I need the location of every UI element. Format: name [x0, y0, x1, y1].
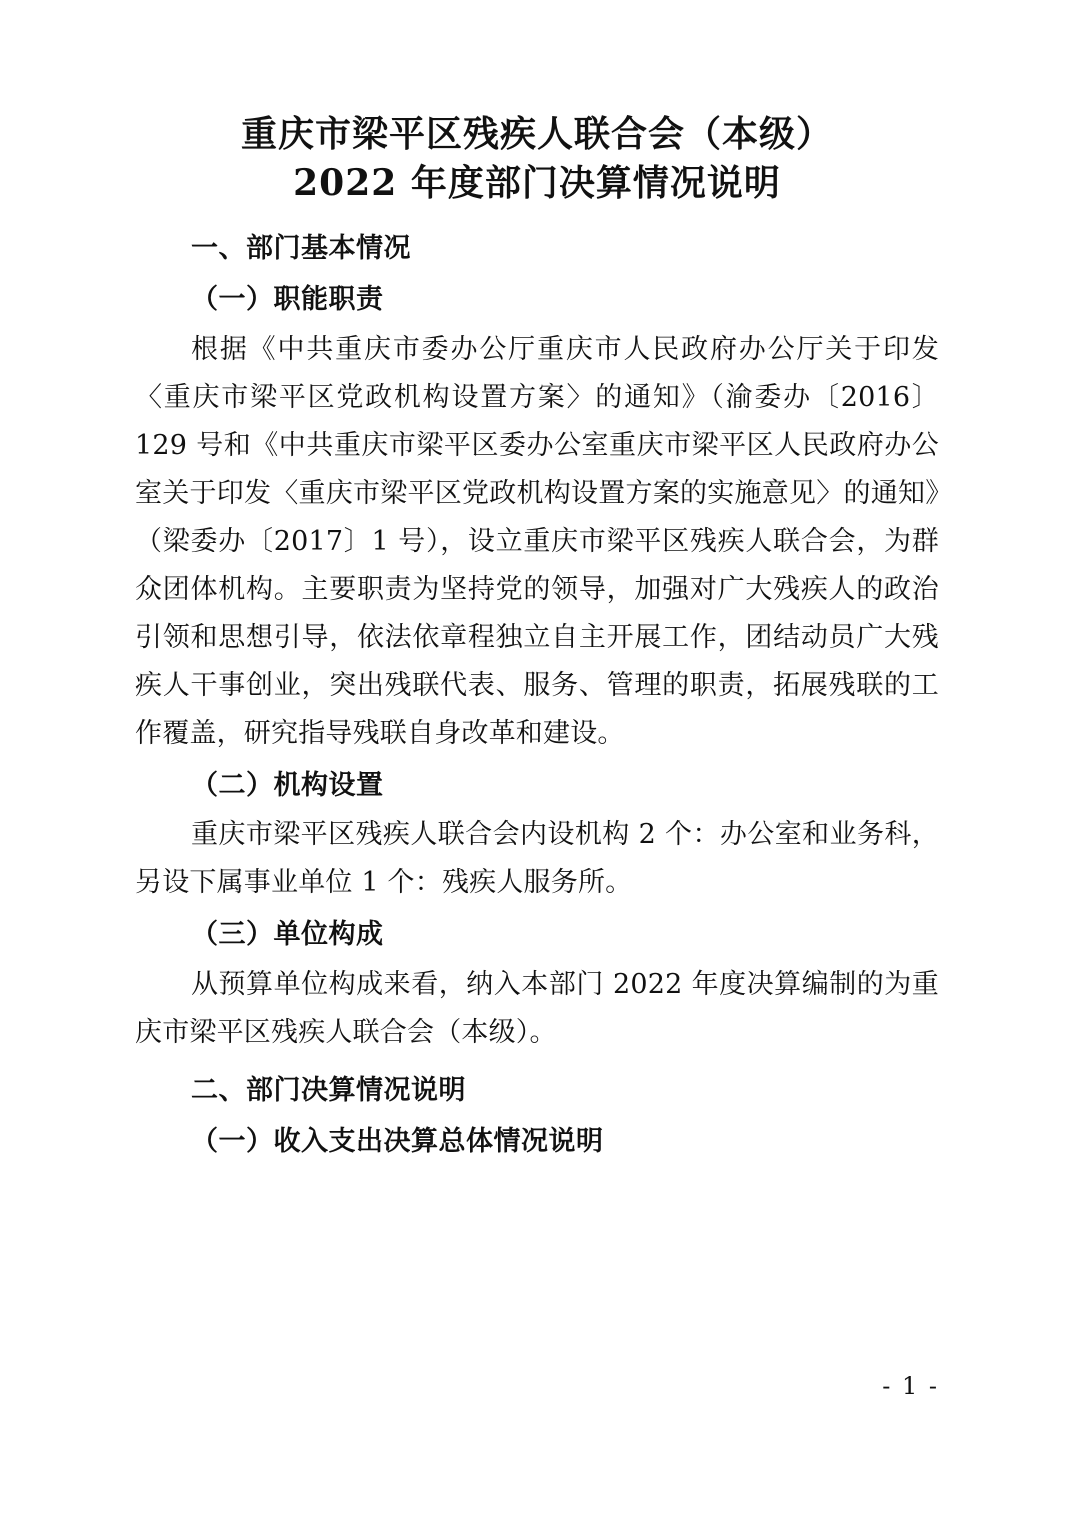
title-line-2: 2022 年度部门决算情况说明: [293, 161, 781, 204]
paragraph-1-1: 根据《中共重庆市委办公厅重庆市人民政府办公厅关于印发〈重庆市梁平区党政机构设置方案〉的通知》（渝委办〔2016〕129 号和《中共重庆市梁平区委办公室重庆市梁平区人民政府办公室关于印发〈重庆市梁平区党政机构设置方案的实施意见〉的通知》（梁委办〔2017〕1 号），设立重庆市梁平区残疾人联合会，为群众团体机构。主要职责为坚持党的领导，加强对广大残疾人的政治引领和思想引导，依法依章程独立自主开展工作，团结动员广大残疾人干事创业，突出残联代表、服务、管理的职责，拓展残联的工作覆盖，研究指导残联自身改革和建设。: [135, 333, 939, 750]
section-heading-2: 二、部门决算情况说明: [191, 1074, 466, 1106]
section-subheading-1-1: （一）职能职责: [191, 284, 384, 316]
page-title: [135, 110, 939, 207]
section-heading-1: 一、部门基本情况: [191, 233, 411, 265]
paragraph-1-3: 从预算单位构成来看，纳入本部门 2022 年度决算编制的为重庆市梁平区残疾人联合会（本级）。: [135, 968, 939, 1048]
title-line-1: 重庆市梁平区残疾人联合会（本级）: [240, 113, 833, 155]
section-subheading-1-2: （二）机构设置: [191, 770, 384, 802]
section-subheading-1-3: （三）单位构成: [191, 919, 384, 951]
page-number: - 1 -: [882, 1372, 939, 1400]
paragraph-1-2: 重庆市梁平区残疾人联合会内设机构 2 个：办公室和业务科，另设下属事业单位 1 个：残疾人服务所。: [135, 819, 939, 899]
section-subheading-2-1: （一）收入支出决算总体情况说明: [191, 1126, 604, 1158]
